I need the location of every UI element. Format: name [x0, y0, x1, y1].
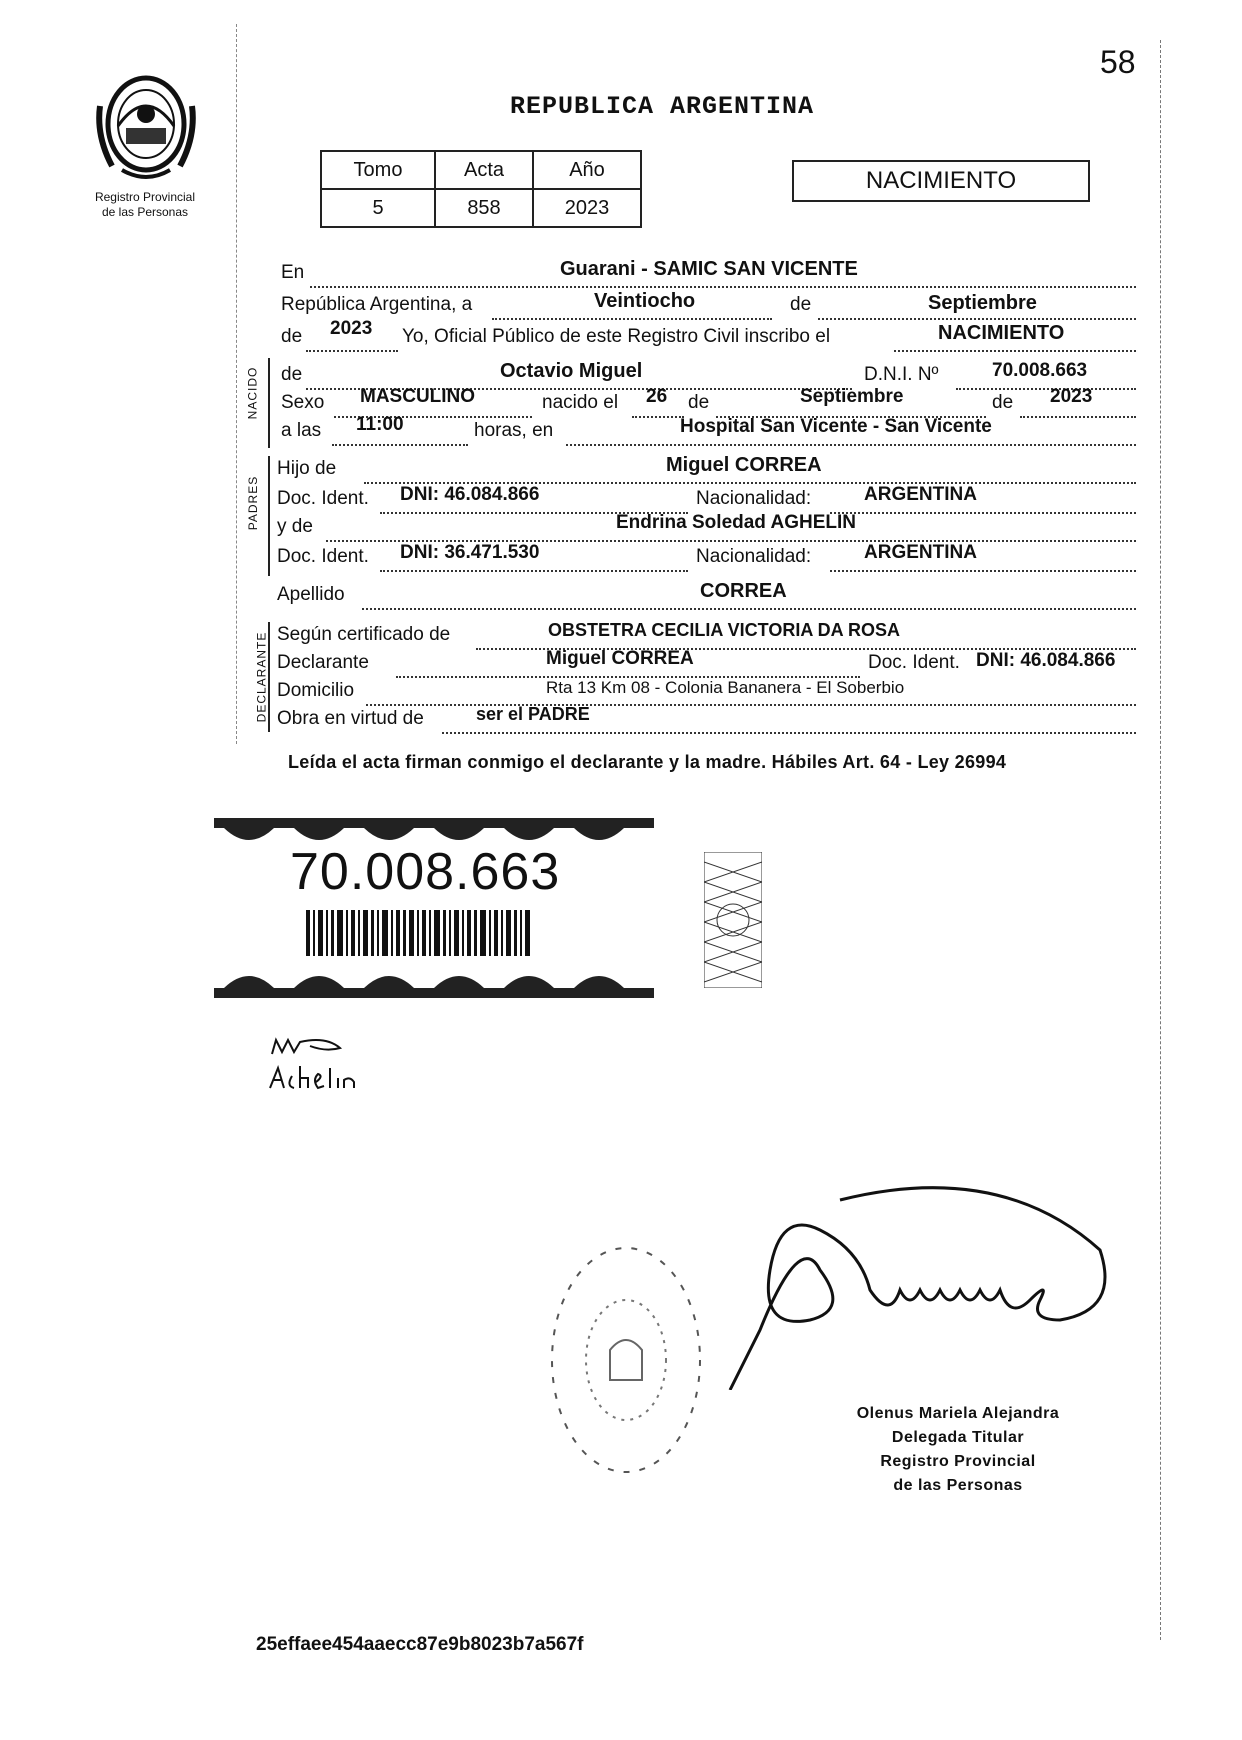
father-doc-value: DNI: 46.084.866	[400, 484, 540, 505]
time-value: 11:00	[356, 414, 404, 435]
sticker-border-bottom	[214, 972, 654, 998]
security-hologram	[704, 852, 762, 988]
alas-label: a las	[281, 420, 322, 441]
closing-text: Leída el acta firman conmigo el declarante y la madre. Hábiles Art. 64 - Ley 26994	[288, 752, 1007, 772]
official-signature	[700, 1170, 1120, 1390]
ano-value: 2023	[533, 189, 641, 227]
father-doc-label: Doc. Ident.	[277, 488, 369, 509]
province-seal-logo	[92, 66, 200, 188]
sticker-border-top	[214, 818, 654, 844]
sexo-value: MASCULINO	[360, 386, 476, 407]
birth-day-value: 26	[646, 386, 668, 407]
nacido-de-label: de	[281, 364, 303, 385]
horas-label: horas, en	[474, 420, 554, 441]
dom-value: Rta 13 Km 08 - Colonia Bananera - El Soberbio	[546, 678, 905, 697]
apellido-value: CORREA	[700, 580, 787, 602]
tomo-header: Tomo	[321, 151, 435, 189]
father-nac-label: Nacionalidad:	[696, 488, 812, 509]
en-label: En	[281, 262, 305, 283]
acta-value: 858	[435, 189, 533, 227]
record-type-box: NACIMIENTO	[792, 160, 1090, 202]
decl-name-value: Miguel CORREA	[546, 648, 694, 669]
official-org-1: Registro Provincial	[880, 1453, 1036, 1470]
birth-month-value: Septiembre	[800, 386, 904, 407]
yde-label: y de	[277, 516, 313, 537]
day-words-value: Veintiocho	[594, 290, 696, 312]
republica-label: República Argentina, a	[281, 294, 473, 315]
logo-caption-1: Registro Provincial	[94, 190, 196, 204]
oficial-text: Yo, Oficial Público de este Registro Civil inscribo el	[402, 326, 831, 347]
official-name: Olenus Mariela Alejandra	[856, 1405, 1060, 1422]
year-value: 2023	[330, 318, 373, 339]
document-title: REPUBLICA ARGENTINA	[510, 92, 815, 121]
de2-label: de	[281, 326, 303, 347]
document-hash: 25effaee454aaecc87e9b8023b7a567f	[256, 1634, 584, 1655]
birth-place-value: Hospital San Vicente - San Vicente	[680, 416, 992, 437]
mother-doc-value: DNI: 36.471.530	[400, 542, 540, 563]
month-value: Septiembre	[928, 292, 1037, 314]
decl-doc-label: Doc. Ident.	[868, 652, 960, 673]
event-value: NACIMIENTO	[938, 322, 1065, 344]
official-role: Delegada Titular	[891, 1429, 1025, 1446]
decl-doc-value: DNI: 46.084.866	[976, 650, 1116, 671]
dom-label: Domicilio	[277, 680, 355, 701]
birth-de-label: de	[688, 392, 710, 413]
birth-year-value: 2023	[1050, 386, 1093, 407]
cert-value: OBSTETRA CECILIA VICTORIA DA ROSA	[548, 620, 901, 640]
hijo-label: Hijo de	[277, 458, 337, 479]
mother-nat-value: ARGENTINA	[864, 542, 977, 563]
de-label: de	[790, 294, 812, 315]
official-org-2: de las Personas	[893, 1477, 1023, 1494]
sexo-label: Sexo	[281, 392, 325, 413]
register-table	[320, 150, 642, 228]
child-name-value: Octavio Miguel	[500, 360, 643, 382]
sticker-barcode	[306, 910, 530, 956]
section-padres: PADRES	[246, 475, 261, 531]
mother-doc-label: Doc. Ident.	[277, 546, 369, 567]
obra-value: ser el PADRE	[476, 704, 590, 724]
child-dni-value: 70.008.663	[992, 360, 1088, 381]
page-number: 58	[1100, 44, 1136, 80]
ano-header: Año	[533, 151, 641, 189]
birth-de2-label: de	[992, 392, 1014, 413]
id-sticker	[214, 818, 654, 998]
father-nat-value: ARGENTINA	[864, 484, 977, 505]
logo-caption-2: de las Personas	[101, 205, 189, 219]
apellido-label: Apellido	[277, 584, 345, 605]
obra-label: Obra en virtud de	[277, 708, 424, 729]
dni-label: D.N.I. Nº	[864, 364, 939, 385]
cert-label: Según certificado de	[277, 624, 451, 645]
official-stamp	[546, 1240, 706, 1480]
mother-name-value: Endrina Soledad AGHELIN	[616, 512, 856, 533]
decl-label: Declarante	[277, 652, 369, 673]
tomo-value: 5	[321, 189, 435, 227]
mother-signature	[266, 1032, 386, 1096]
acta-header: Acta	[435, 151, 533, 189]
section-nacido: NACIDO	[245, 366, 260, 420]
section-declarante: DECLARANTE	[254, 631, 269, 723]
place-value: Guarani - SAMIC SAN VICENTE	[560, 258, 858, 280]
nacido-el-label: nacido el	[542, 392, 619, 413]
father-name-value: Miguel CORREA	[666, 454, 822, 476]
mother-nac-label: Nacionalidad:	[696, 546, 812, 567]
sticker-number: 70.008.663	[290, 843, 561, 901]
